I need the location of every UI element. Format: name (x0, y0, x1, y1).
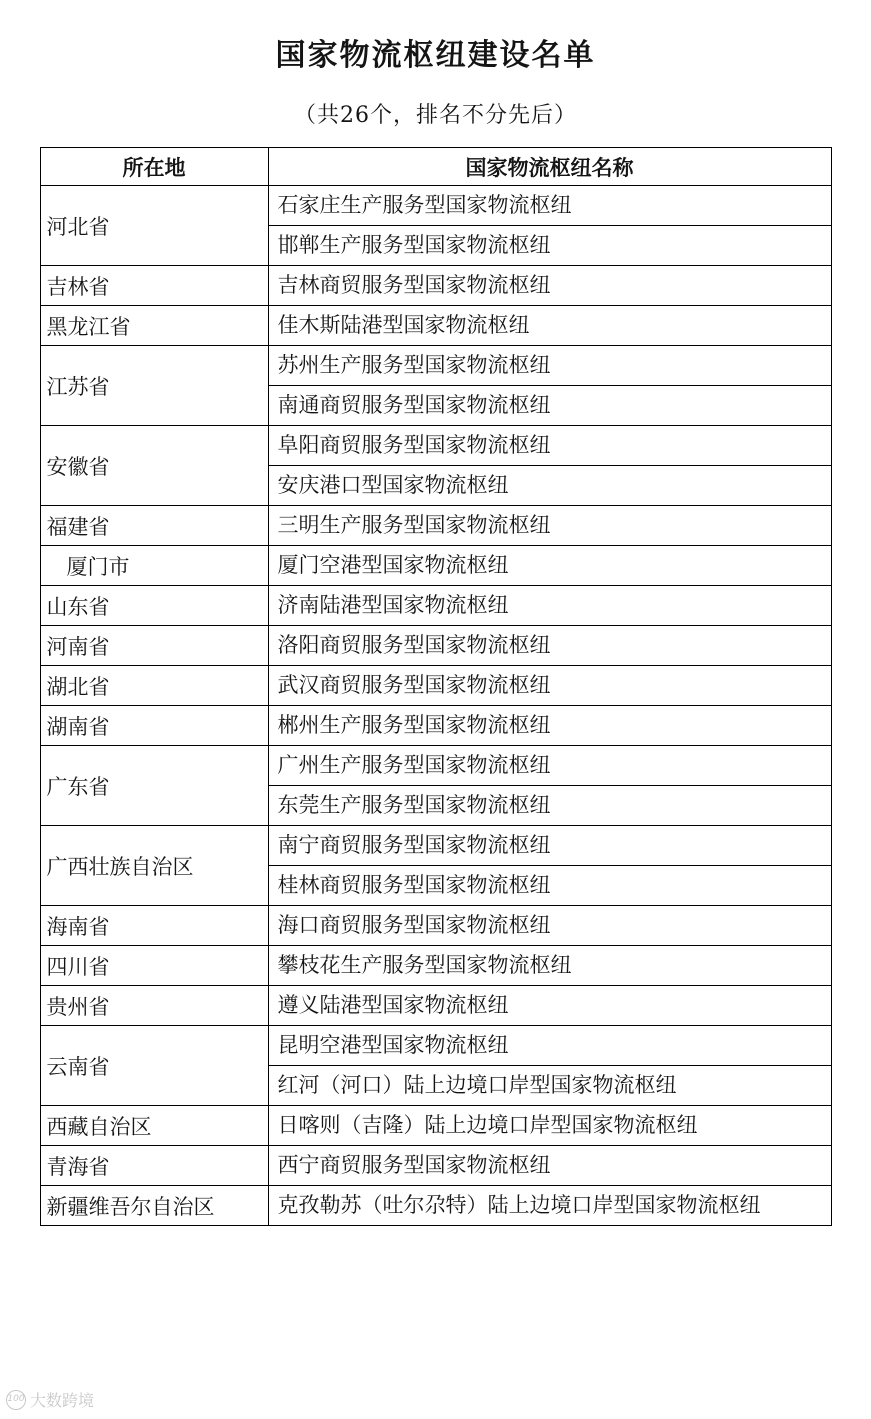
hub-name-cell: 桂林商贸服务型国家物流枢纽 (268, 866, 831, 906)
hub-name-cell: 佳木斯陆港型国家物流枢纽 (268, 306, 831, 346)
hub-name-cell: 安庆港口型国家物流枢纽 (268, 466, 831, 506)
table-row (40, 906, 831, 946)
watermark-logo-icon: 100 (6, 1390, 26, 1410)
hub-name-cell: 西宁商贸服务型国家物流枢纽 (268, 1146, 831, 1186)
hub-name-cell: 洛阳商贸服务型国家物流枢纽 (268, 626, 831, 666)
table-row (40, 946, 831, 986)
location-cell: 福建省 (40, 506, 268, 546)
hub-name-cell: 攀枝花生产服务型国家物流枢纽 (268, 946, 831, 986)
table-row (40, 186, 831, 226)
hub-name-cell: 郴州生产服务型国家物流枢纽 (268, 706, 831, 746)
hub-name-cell: 日喀则（吉隆）陆上边境口岸型国家物流枢纽 (268, 1106, 831, 1146)
location-cell: 安徽省 (40, 426, 268, 506)
table-row (40, 666, 831, 706)
hub-name-cell: 南通商贸服务型国家物流枢纽 (268, 386, 831, 426)
location-cell: 黑龙江省 (40, 306, 268, 346)
location-cell: 广西壮族自治区 (40, 826, 268, 906)
location-cell: 湖南省 (40, 706, 268, 746)
location-cell: 湖北省 (40, 666, 268, 706)
table-row (40, 1106, 831, 1146)
table-header-row (40, 148, 831, 186)
location-cell: 贵州省 (40, 986, 268, 1026)
table-row (40, 266, 831, 306)
hub-name-cell: 三明生产服务型国家物流枢纽 (268, 506, 831, 546)
hub-name-cell: 克孜勒苏（吐尔尕特）陆上边境口岸型国家物流枢纽 (268, 1186, 831, 1226)
location-cell: 青海省 (40, 1146, 268, 1186)
table-row (40, 506, 831, 546)
hub-name-cell: 海口商贸服务型国家物流枢纽 (268, 906, 831, 946)
table-row (40, 1186, 831, 1226)
hub-name-cell: 阜阳商贸服务型国家物流枢纽 (268, 426, 831, 466)
hub-name-cell: 东莞生产服务型国家物流枢纽 (268, 786, 831, 826)
location-cell: 西藏自治区 (40, 1106, 268, 1146)
page-title: 国家物流枢纽建设名单 (275, 38, 596, 73)
hub-name-cell: 武汉商贸服务型国家物流枢纽 (268, 666, 831, 706)
col-header-hub-name: 国家物流枢纽名称 (268, 148, 831, 186)
table-row (40, 1026, 831, 1066)
hub-name-cell: 南宁商贸服务型国家物流枢纽 (268, 826, 831, 866)
watermark-text: 大数跨境 (30, 1391, 95, 1410)
hub-name-cell: 昆明空港型国家物流枢纽 (268, 1026, 831, 1066)
table-row (40, 826, 831, 866)
table-row (40, 626, 831, 666)
location-cell: 四川省 (40, 946, 268, 986)
hub-name-cell: 广州生产服务型国家物流枢纽 (268, 746, 831, 786)
location-cell: 江苏省 (40, 346, 268, 426)
location-cell: 新疆维吾尔自治区 (40, 1186, 268, 1226)
location-cell: 广东省 (40, 746, 268, 826)
hub-name-cell: 红河（河口）陆上边境口岸型国家物流枢纽 (268, 1066, 831, 1106)
hub-name-cell: 石家庄生产服务型国家物流枢纽 (268, 186, 831, 226)
watermark (6, 1388, 94, 1411)
page-subtitle: （共26个，排名不分先后） (294, 103, 577, 128)
location-cell: 海南省 (40, 906, 268, 946)
table-row (40, 586, 831, 626)
table-row (40, 346, 831, 386)
location-cell: 河南省 (40, 626, 268, 666)
location-cell: 厦门市 (40, 546, 268, 586)
table-row (40, 746, 831, 786)
table-row (40, 546, 831, 586)
location-cell: 云南省 (40, 1026, 268, 1106)
table-row (40, 306, 831, 346)
col-header-location: 所在地 (40, 148, 268, 186)
location-cell: 吉林省 (40, 266, 268, 306)
hub-name-cell: 吉林商贸服务型国家物流枢纽 (268, 266, 831, 306)
hub-name-cell: 遵义陆港型国家物流枢纽 (268, 986, 831, 1026)
hub-table (40, 147, 832, 1226)
table-row (40, 426, 831, 466)
hub-name-cell: 厦门空港型国家物流枢纽 (268, 546, 831, 586)
location-cell: 山东省 (40, 586, 268, 626)
location-cell: 河北省 (40, 186, 268, 266)
hub-name-cell: 邯郸生产服务型国家物流枢纽 (268, 226, 831, 266)
table-row (40, 986, 831, 1026)
table-row (40, 706, 831, 746)
table-row (40, 1146, 831, 1186)
hub-name-cell: 苏州生产服务型国家物流枢纽 (268, 346, 831, 386)
hub-name-cell: 济南陆港型国家物流枢纽 (268, 586, 831, 626)
